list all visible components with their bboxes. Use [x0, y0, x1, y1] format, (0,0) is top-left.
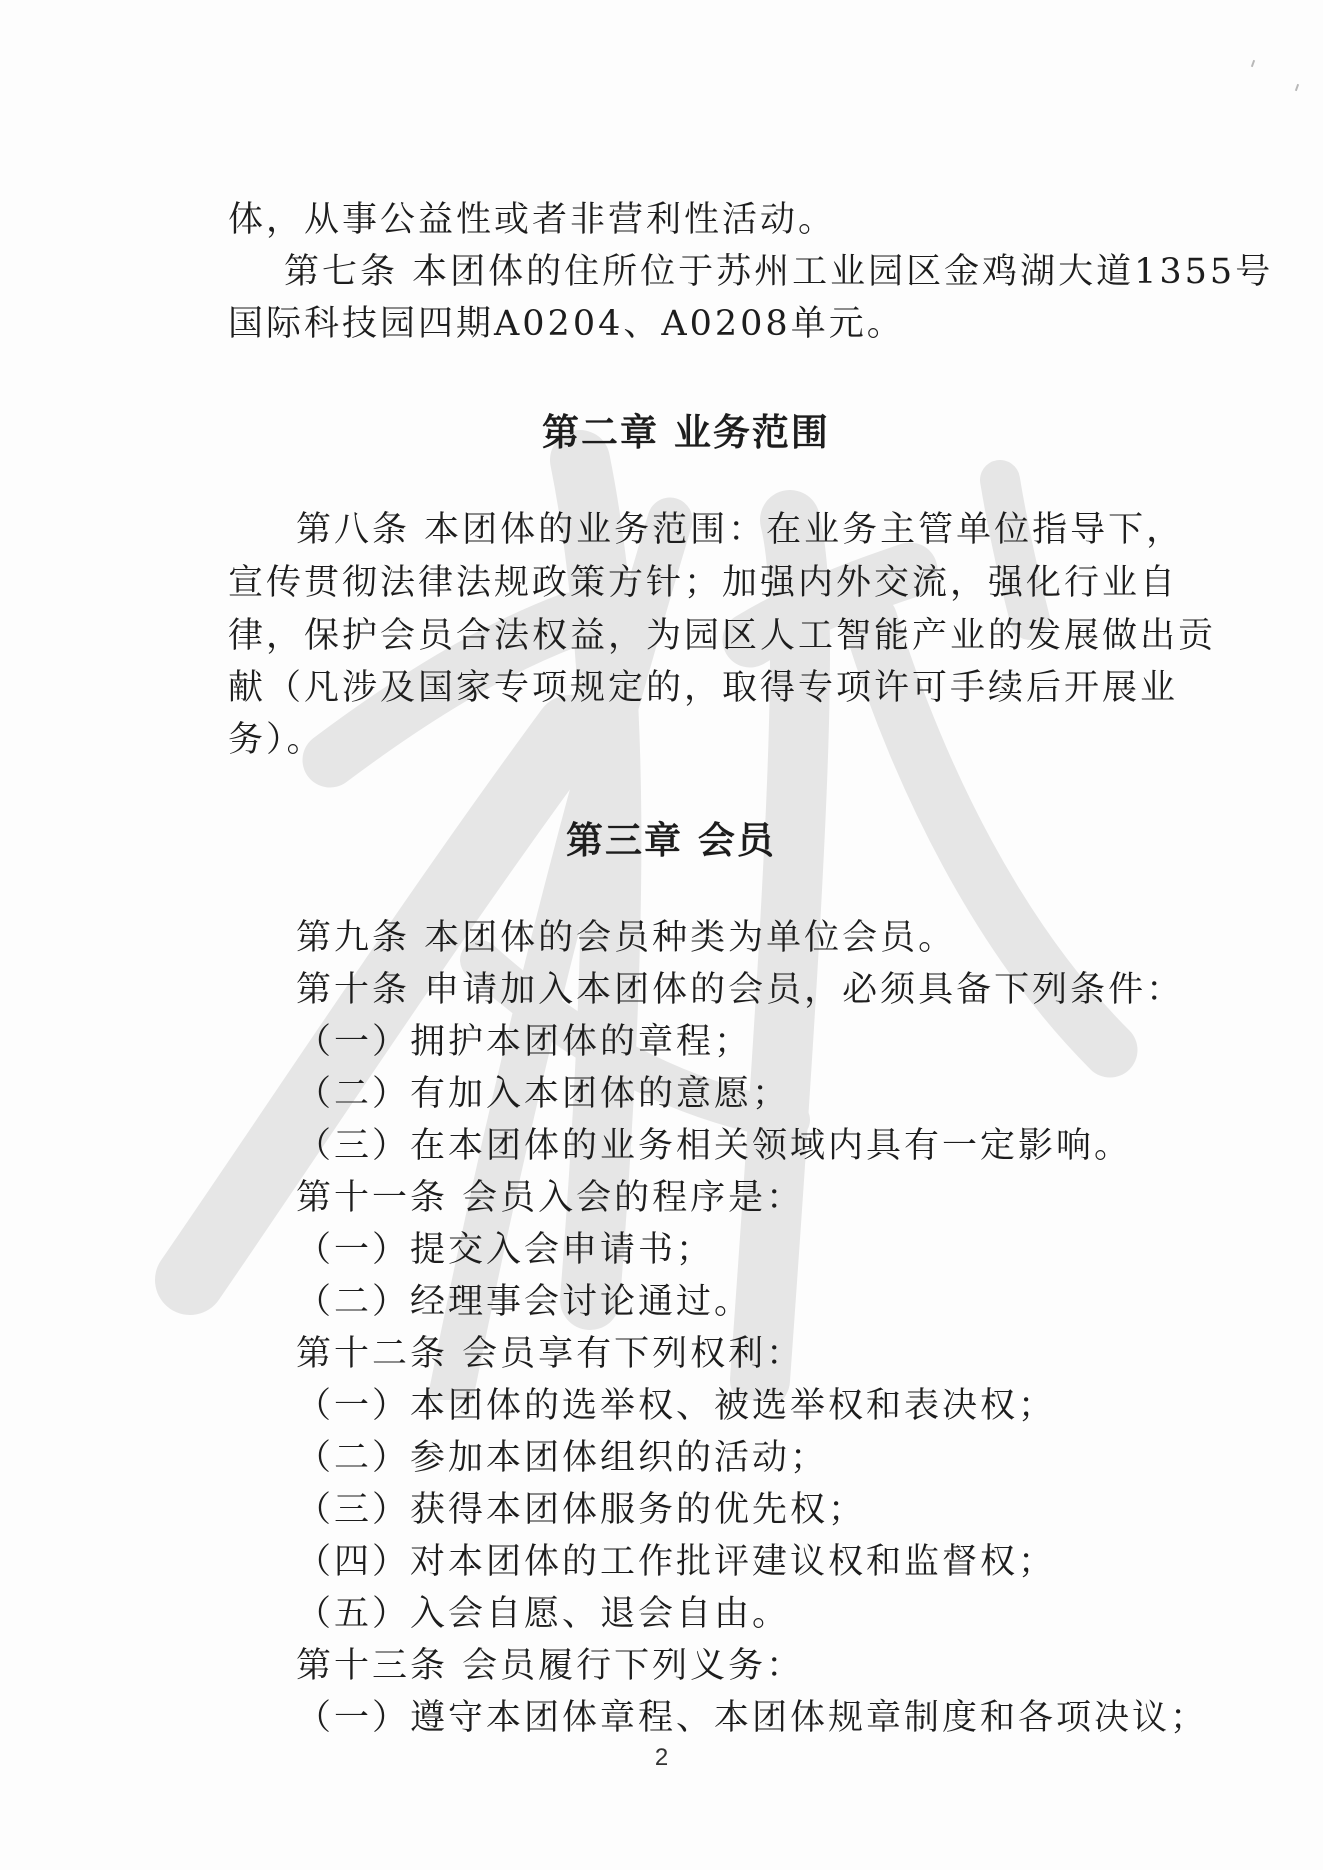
text-line: （二）经理事会讨论通过。: [296, 1282, 753, 1322]
text-line: 第九条 本团体的会员种类为单位会员。: [296, 918, 957, 958]
chapter-heading: 第二章 业务范围: [542, 410, 830, 454]
text-line: 第十二条 会员享有下列权利：: [296, 1334, 805, 1374]
text-line: 宣传贯彻法律法规政策方针；加强内外交流，强化行业自: [228, 563, 1179, 603]
text-line: （一）本团体的选举权、被选举权和表决权；: [296, 1386, 1057, 1426]
text-line: （二）参加本团体组织的活动；: [296, 1438, 829, 1478]
text-line: （一）拥护本团体的章程；: [296, 1022, 753, 1062]
text-line: （一）提交入会申请书；: [296, 1230, 715, 1270]
text-line: （一）遵守本团体章程、本团体规章制度和各项决议；: [296, 1698, 1209, 1738]
text-line: 体，从事公益性或者非营利性活动。: [228, 200, 837, 240]
text-line: 第十三条 会员履行下列义务：: [296, 1646, 805, 1686]
chapter-heading: 第三章 会员: [566, 818, 776, 862]
text-line: （三）在本团体的业务相关领域内具有一定影响。: [296, 1126, 1133, 1166]
text-line: （四）对本团体的工作批评建议权和监督权；: [296, 1542, 1057, 1582]
page-number: 2: [654, 1744, 669, 1771]
text-line: （三）获得本团体服务的优先权；: [296, 1490, 867, 1530]
text-line: （二）有加入本团体的意愿；: [296, 1074, 791, 1114]
text-line: 献（凡涉及国家专项规定的，取得专项许可手续后开展业: [228, 668, 1179, 708]
text-line: （五）入会自愿、退会自由。: [296, 1594, 791, 1634]
text-line: 务）。: [228, 720, 325, 760]
text-line: 第十一条 会员入会的程序是：: [296, 1178, 805, 1218]
text-line: 第七条 本团体的住所位于苏州工业园区金鸡湖大道1355号: [284, 252, 1274, 292]
text-line: 第十条 申请加入本团体的会员，必须具备下列条件：: [296, 970, 1185, 1010]
scan-speck: [1295, 84, 1299, 91]
text-line: 第八条 本团体的业务范围：在业务主管单位指导下，: [296, 510, 1185, 550]
scan-speck: [1251, 60, 1255, 67]
text-line: 律，保护会员合法权益，为园区人工智能产业的发展做出贡: [228, 616, 1217, 656]
text-line: 国际科技园四期A0204、A0208单元。: [228, 304, 905, 344]
